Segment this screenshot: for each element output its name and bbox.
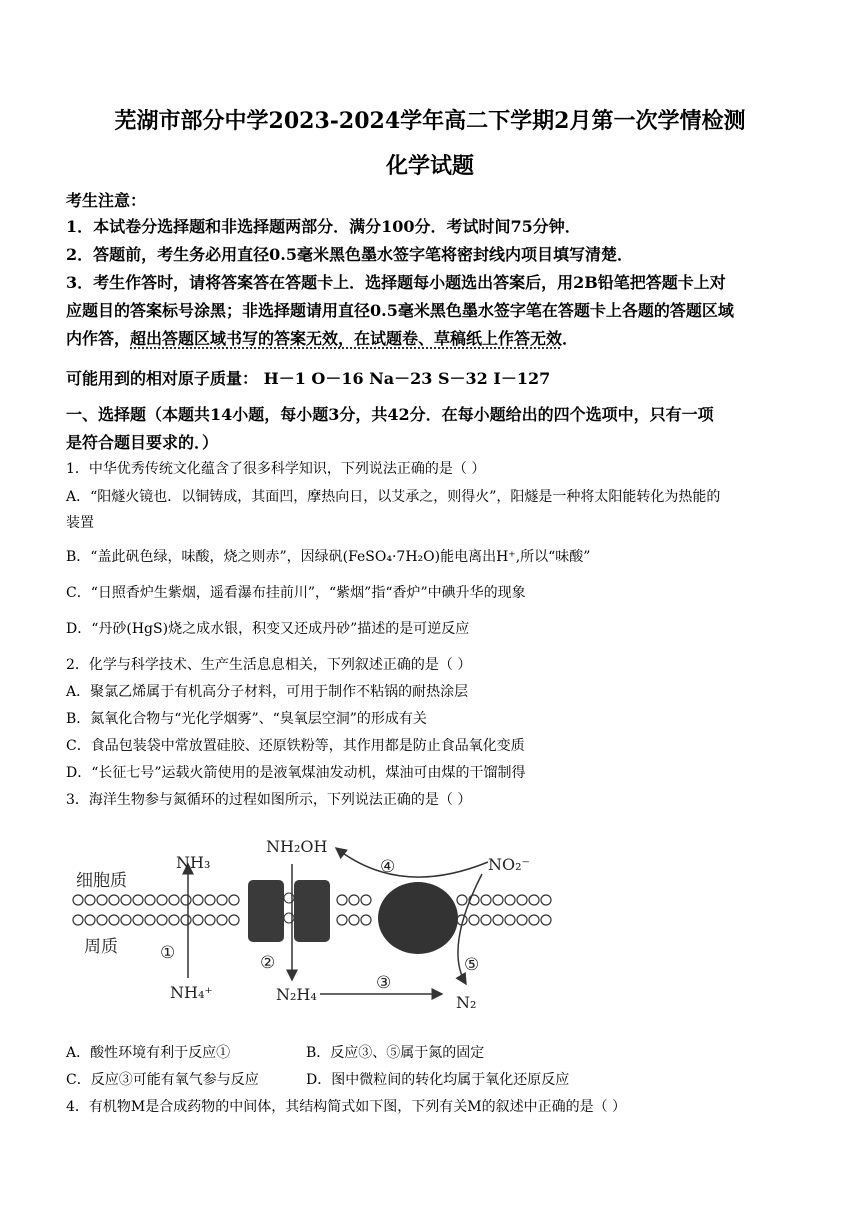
- arrow-reaction-4: [336, 848, 488, 877]
- membrane-bead: [481, 895, 491, 905]
- membrane-bead: [157, 915, 167, 925]
- membrane-bead: [493, 895, 503, 905]
- membrane-bead: [469, 915, 479, 925]
- label-periplasm: 周质: [84, 937, 118, 957]
- membrane-bead: [361, 895, 371, 905]
- q3-option-d: D．图中微粒间的转化均属于氧化还原反应: [306, 1072, 570, 1088]
- q4-stem: 4．有机物M是合成药物的中间体，其结构简式如下图，下列有关M的叙述中正确的是（ ）: [66, 1099, 627, 1115]
- membrane-bead: [97, 895, 107, 905]
- membrane-bead: [529, 895, 539, 905]
- membrane-bead: [169, 915, 179, 925]
- membrane-bead: [109, 915, 119, 925]
- membrane-bead: [349, 895, 359, 905]
- membrane-bead: [457, 895, 467, 905]
- atomic-masses: 可能用到的相对原子质量： H－1 O－16 Na－23 S－32 I－127: [66, 369, 551, 388]
- membrane-bead: [169, 895, 179, 905]
- q1-option-d: D．“丹砂(HgS)烧之成水银，积变又还成丹砂”描述的是可逆反应: [66, 621, 470, 637]
- membrane-protein-left: [248, 880, 284, 942]
- membrane-bead: [229, 895, 239, 905]
- membrane-bead: [109, 895, 119, 905]
- membrane-bead: [193, 915, 203, 925]
- notice-item-3-line-1: 3．考生作答时，请将答案答在答题卡上．选择题每小题选出答案后，用2B铅笔把答题卡上对: [66, 273, 726, 292]
- membrane-bead: [517, 915, 527, 925]
- membrane-bead: [133, 915, 143, 925]
- notice-item-3-line-3-start: 内作答，: [66, 329, 131, 348]
- reaction-4-label: ④: [380, 857, 396, 877]
- membrane-enzyme: [378, 882, 458, 954]
- membrane-bead: [337, 895, 347, 905]
- membrane-bead: [529, 915, 539, 925]
- membrane-bead: [541, 915, 551, 925]
- reaction-5-label: ⑤: [464, 955, 480, 975]
- membrane-bead: [205, 895, 215, 905]
- q1-option-c: C．“日照香炉生紫烟，遥看瀑布挂前川”，“紫烟”指“香炉”中碘升华的现象: [66, 585, 526, 601]
- membrane-bead: [193, 895, 203, 905]
- q1-option-a-line-2: 装置: [66, 515, 94, 531]
- exam-subtitle: 化学试题: [385, 153, 474, 179]
- species-n2h4: N₂H₄: [276, 985, 317, 1004]
- membrane-bead: [85, 895, 95, 905]
- species-n2: N₂: [456, 993, 477, 1012]
- species-nh4: NH₄⁺: [170, 983, 213, 1002]
- membrane-bead: [481, 915, 491, 925]
- membrane-bead: [205, 915, 215, 925]
- nitrogen-cycle-diagram: [70, 828, 560, 1020]
- membrane-bead: [217, 895, 227, 905]
- q2-option-c: C．食品包装袋中常放置硅胶、还原铁粉等，其作用都是防止食品氧化变质: [66, 738, 525, 754]
- notice-item-3-line-2: 应题目的答案标号涂黑；非选择题请用直径0.5毫米黑色墨水签字笔在答题卡上各题的答题区域: [66, 301, 734, 320]
- membrane-bead: [97, 915, 107, 925]
- q3-option-a: A．酸性环境有利于反应①: [66, 1045, 231, 1061]
- species-nh3: NH₃: [176, 853, 211, 872]
- q2-stem: 2．化学与科学技术、生产生活息息相关，下列叙述正确的是（ ）: [66, 657, 472, 673]
- q3-stem: 3．海洋生物参与氮循环的过程如图所示，下列说法正确的是（ ）: [66, 792, 472, 808]
- reaction-2-label: ②: [260, 953, 276, 973]
- membrane-bead: [337, 915, 347, 925]
- notice-heading: 考生注意：: [66, 191, 147, 210]
- notice-item-3-line-3: [66, 326, 796, 349]
- exam-title: 芜湖市部分中学2023-2024学年高二下学期2月第一次学情检测: [114, 108, 746, 134]
- q2-option-a: A．聚氯乙烯属于有机高分子材料，可用于制作不粘锅的耐热涂层: [66, 684, 469, 700]
- membrane-bead: [145, 915, 155, 925]
- section-1-heading-line-2: 是符合题目要求的．）: [66, 433, 219, 452]
- membrane-bead: [493, 915, 503, 925]
- q3-option-b: B．反应③、⑤属于氮的固定: [306, 1045, 485, 1061]
- membrane-bead: [361, 915, 371, 925]
- membrane-bead: [73, 895, 83, 905]
- notice-emphasis-text: 超出答题区域书写的答案无效，在试题卷、草稿纸上作答无效: [130, 329, 563, 348]
- notice-item-2: 2．答题前，考生务必用直径0.5毫米黑色墨水签字笔将密封线内项目填写清楚．: [66, 245, 633, 264]
- membrane-protein-right: [294, 880, 330, 942]
- reaction-1-label: ①: [160, 943, 176, 963]
- membrane-bead: [121, 895, 131, 905]
- membrane-bead: [505, 895, 515, 905]
- section-1-heading-line-1: 一、选择题（本题共14小题，每小题3分，共42分．在每小题给出的四个选项中，只有一项: [66, 405, 714, 424]
- reaction-3-label: ③: [376, 973, 392, 993]
- notice-item-1: 1．本试卷分选择题和非选择题两部分．满分100分．考试时间75分钟．: [66, 217, 581, 236]
- species-no2: NO₂⁻: [488, 855, 530, 874]
- membrane-bead: [541, 895, 551, 905]
- membrane-bead: [217, 915, 227, 925]
- membrane-bead: [181, 915, 191, 925]
- membrane-bead: [73, 915, 83, 925]
- membrane-bead: [229, 915, 239, 925]
- membrane-bead: [181, 895, 191, 905]
- membrane-bead: [85, 915, 95, 925]
- notice-item-3-line-3-end: ．: [562, 329, 579, 348]
- membrane-bead: [517, 895, 527, 905]
- species-nh2oh: NH₂OH: [266, 837, 328, 856]
- q1-option-a-line-1: A．“阳燧火镜也．以铜铸成，其面凹，摩热向日，以艾承之，则得火”，阳燧是一种将太阳能转化为热能的: [66, 489, 721, 505]
- membrane-bead: [133, 895, 143, 905]
- q3-option-c: C．反应③可能有氧气参与反应: [66, 1072, 259, 1088]
- label-cytoplasm: 细胞质: [76, 871, 127, 891]
- q2-option-b: B．氮氧化合物与“光化学烟雾”、“臭氧层空洞”的形成有关: [66, 711, 427, 727]
- membrane-bead: [157, 895, 167, 905]
- membrane-bead: [349, 915, 359, 925]
- q1-option-b: B．“盖此矾色绿，味酸，烧之则赤”，因绿矾(FeSO₄·7H₂O)能电离出H⁺,所以“味酸”: [66, 549, 591, 565]
- q1-stem: 1．中华优秀传统文化蕴含了很多科学知识，下列说法正确的是（ ）: [66, 461, 486, 477]
- membrane-bead: [121, 915, 131, 925]
- membrane-bead: [145, 895, 155, 905]
- membrane-bead: [505, 915, 515, 925]
- q2-option-d: D．“长征七号”运载火箭使用的是液氧煤油发动机，煤油可由煤的干馏制得: [66, 765, 526, 781]
